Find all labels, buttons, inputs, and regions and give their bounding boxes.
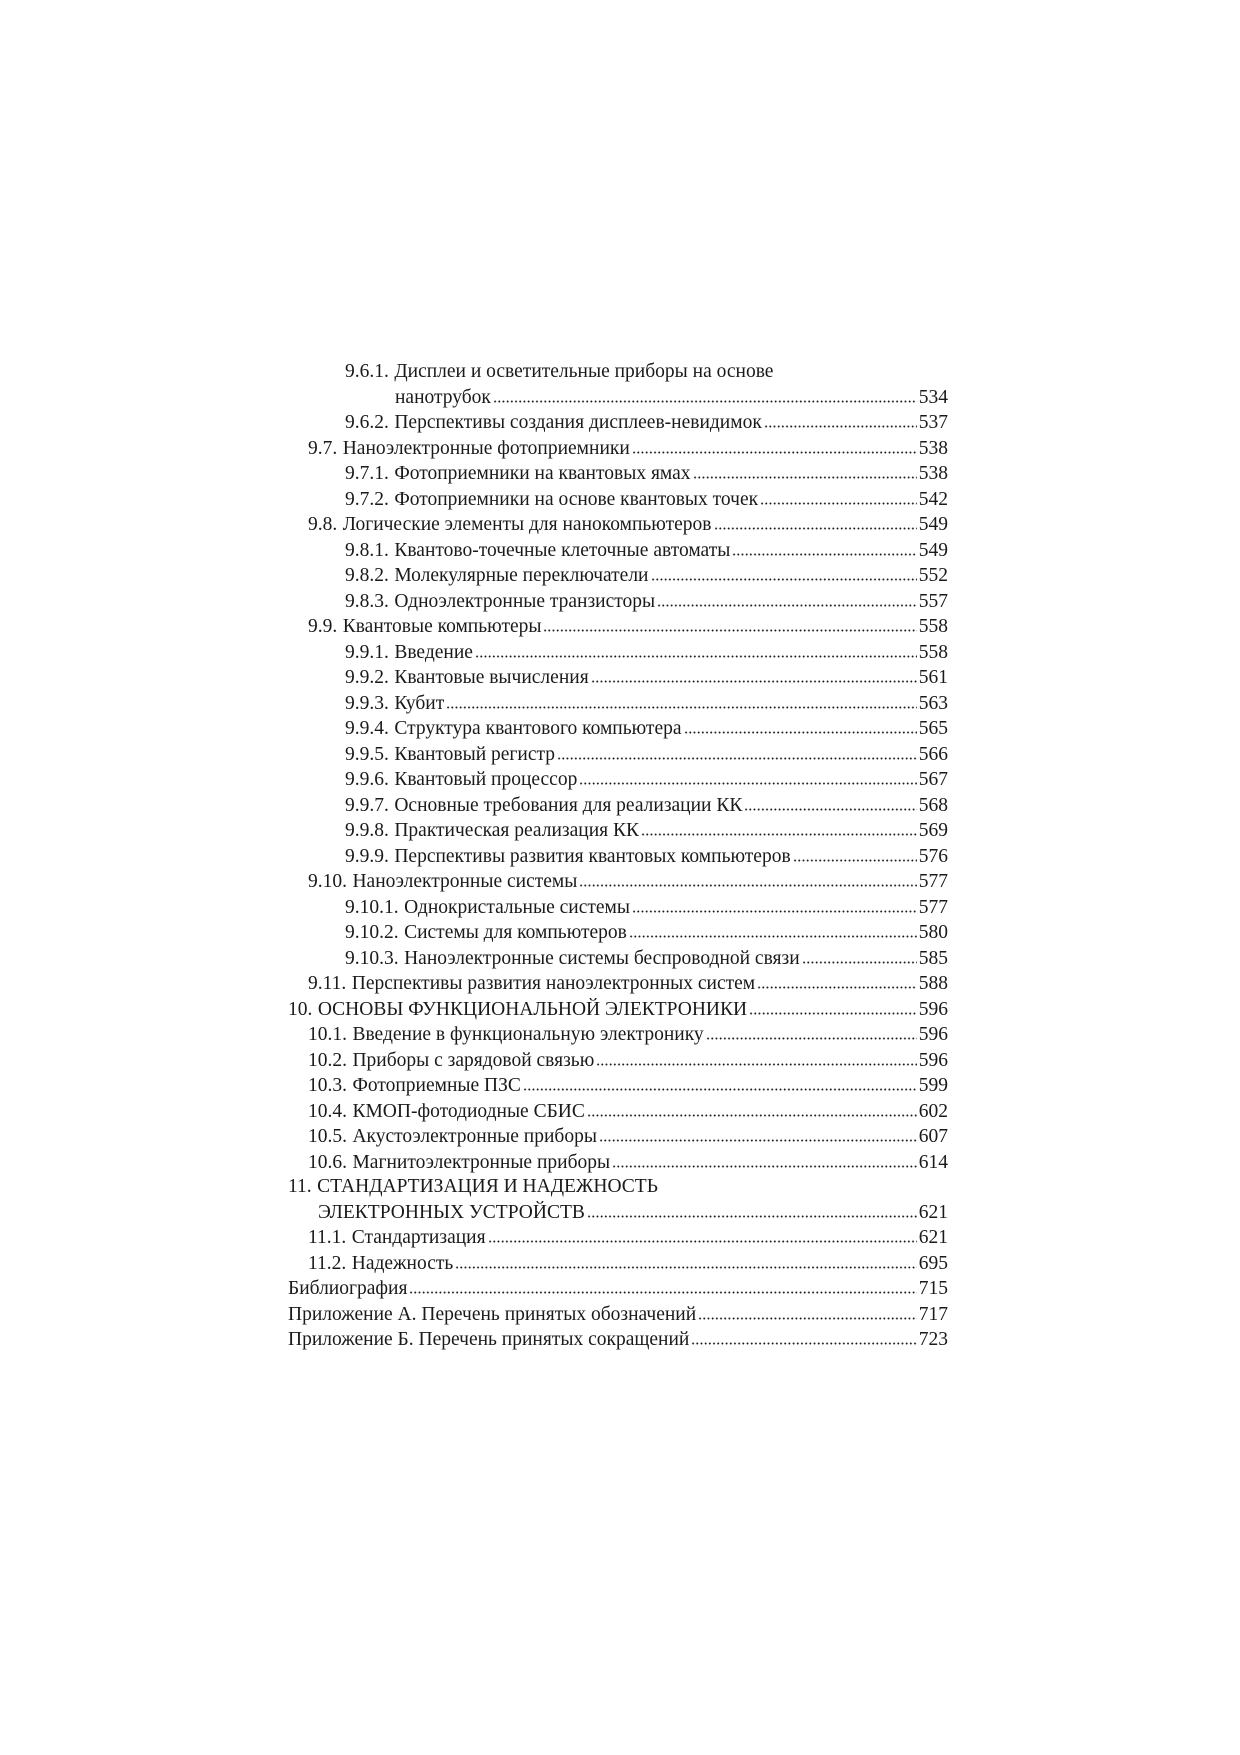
- toc-entry[interactable]: [288, 793, 948, 819]
- toc-entry-page: 549: [918, 514, 948, 535]
- toc-entry-title: Однокристальные системы: [404, 896, 630, 918]
- toc-dot-leader: [632, 895, 917, 913]
- toc-entry[interactable]: [288, 1175, 948, 1225]
- toc-entry[interactable]: [288, 818, 948, 844]
- toc-dot-leader: [651, 563, 917, 581]
- toc-entry-number: 11.2.: [308, 1252, 347, 1274]
- toc-entry[interactable]: [288, 1277, 948, 1303]
- toc-entry-number: 9.9.7.: [345, 794, 389, 816]
- toc-dot-leader: [409, 1277, 916, 1295]
- toc-entry-page: 569: [918, 820, 948, 841]
- toc-entry[interactable]: [288, 1022, 948, 1048]
- toc-entry-title: Наноэлектронные фотоприемники: [342, 437, 630, 459]
- toc-entry-number: 9.9.3.: [345, 692, 389, 714]
- toc-entry-title: Приборы с зарядовой связью: [352, 1049, 595, 1071]
- toc-dot-leader: [698, 1302, 917, 1320]
- toc-entry-title: Наноэлектронные системы беспроводной связи: [404, 947, 800, 969]
- toc-dot-leader: [744, 793, 916, 811]
- toc-entry[interactable]: [288, 767, 948, 793]
- toc-entry-page: 723: [918, 1329, 948, 1351]
- toc-entry-page: 602: [918, 1100, 948, 1122]
- toc-entry-number: 9.8.: [308, 514, 338, 535]
- toc-entry-page: 599: [918, 1075, 948, 1096]
- toc-entry[interactable]: [288, 614, 948, 640]
- toc-entry-number: 10.4.: [308, 1100, 347, 1122]
- toc-entry-title: Стандартизация: [351, 1227, 486, 1249]
- toc-entry[interactable]: [288, 461, 948, 487]
- toc-entry-number: 9.10.2.: [345, 922, 399, 943]
- toc-entry-number: 9.10.: [308, 871, 347, 892]
- toc-entry[interactable]: [288, 538, 948, 564]
- toc-dot-leader: [475, 640, 917, 658]
- toc-dot-leader: [732, 538, 916, 556]
- toc-dot-leader: [612, 1150, 917, 1168]
- toc-entry-title: Практическая реализация КК: [394, 820, 639, 841]
- toc-entry-page: 563: [918, 692, 948, 714]
- toc-entry[interactable]: [288, 691, 948, 717]
- toc-entry-number: 9.9.5.: [345, 743, 389, 765]
- toc-dot-leader: [455, 1251, 916, 1269]
- toc-entry[interactable]: [288, 1328, 948, 1354]
- toc-entry-number: 9.10.3.: [345, 947, 399, 969]
- toc-entry[interactable]: [288, 1150, 948, 1176]
- toc-dot-leader: [691, 1328, 916, 1346]
- toc-entry-page: 621: [918, 1201, 948, 1223]
- toc-dot-leader: [446, 691, 917, 709]
- toc-entry-number: 10.5.: [308, 1126, 347, 1147]
- toc-entry-number: 9.10.1.: [345, 896, 399, 918]
- toc-entry-title: Кубит: [394, 692, 445, 714]
- toc-entry-title: Введение: [394, 641, 473, 663]
- toc-entry-title: Надежность: [351, 1252, 454, 1274]
- toc-entry-title: Дисплеи и осветительные приборы на основе: [394, 361, 774, 382]
- toc-entry-title: КМОП-фотодиодные СБИС: [352, 1100, 585, 1122]
- toc-dot-leader: [764, 410, 917, 428]
- toc-entry[interactable]: [288, 665, 948, 691]
- toc-entry[interactable]: [288, 844, 948, 870]
- toc-entry-number: 10.2.: [308, 1049, 347, 1071]
- toc-entry[interactable]: [288, 360, 948, 410]
- toc-entry-title: Квантово-точечные клеточные автоматы: [394, 539, 731, 561]
- toc-entry-number: 9.6.2.: [345, 412, 389, 433]
- toc-dot-leader: [760, 487, 917, 505]
- toc-entry-number: 11.: [288, 1176, 312, 1198]
- toc-dot-leader: [579, 767, 916, 785]
- toc-dot-leader: [587, 1200, 917, 1218]
- toc-entry-title: Основные требования для реализации КК: [394, 794, 743, 816]
- toc-entry[interactable]: [288, 1251, 948, 1277]
- toc-entry[interactable]: [288, 869, 948, 895]
- toc-entry-page: 585: [918, 947, 948, 969]
- toc-entry-number: 10.3.: [308, 1075, 347, 1096]
- toc-dot-leader: [587, 1099, 917, 1117]
- toc-entry-page: 568: [918, 794, 948, 816]
- toc-entry-title: СТАНДАРТИЗАЦИЯ И НАДЕЖНОСТЬ: [317, 1176, 658, 1198]
- toc-entry-title: Перспективы развития наноэлектронных систем: [351, 973, 756, 994]
- toc-entry-title: Фотоприемники на основе квантовых точек: [394, 488, 759, 510]
- toc-entry-page: 566: [918, 743, 948, 765]
- toc-entry[interactable]: [288, 997, 948, 1023]
- toc-entry[interactable]: [288, 971, 948, 997]
- toc-dot-leader: [488, 1226, 917, 1244]
- toc-entry[interactable]: [288, 1099, 948, 1125]
- toc-dot-leader: [557, 742, 917, 760]
- toc-entry-number: 10.: [288, 998, 313, 1020]
- toc-entry-number: 10.6.: [308, 1151, 347, 1173]
- toc-entry-title: Квантовые вычисления: [394, 667, 589, 688]
- toc-entry-page: 695: [918, 1252, 948, 1274]
- toc-entry-page: 534: [918, 386, 948, 408]
- toc-entry-number: 9.7.2.: [345, 488, 389, 510]
- toc-entry-number: 9.8.2.: [345, 565, 389, 586]
- toc-dot-leader: [543, 614, 916, 632]
- toc-dot-leader: [493, 385, 917, 403]
- toc-dot-leader: [749, 997, 917, 1015]
- toc-entry-page: 717: [918, 1303, 948, 1325]
- toc-dot-leader: [757, 971, 917, 989]
- toc-entry-page: 538: [918, 463, 948, 484]
- toc-entry-number: 9.9.9.: [345, 845, 389, 867]
- toc-entry-page: 558: [918, 616, 948, 637]
- toc-entry-page: 552: [918, 565, 948, 586]
- toc-entry-title: Квантовые компьютеры: [342, 616, 542, 637]
- toc-entry-title: Структура квантового компьютера: [394, 718, 682, 739]
- toc-entry-number: 9.9.1.: [345, 641, 389, 663]
- toc-entry-number: 9.11.: [308, 973, 347, 994]
- toc-entry[interactable]: [288, 1048, 948, 1074]
- toc-entry-title: Квантовый процессор: [394, 769, 578, 790]
- toc-entry-page: 537: [918, 412, 948, 433]
- toc-entry[interactable]: [288, 920, 948, 946]
- toc-entry-page: 558: [918, 641, 948, 663]
- toc-entry-page: 715: [918, 1278, 948, 1300]
- toc-entry-page: 614: [918, 1151, 948, 1173]
- toc-entry-title: Приложение Б. Перечень принятых сокращений: [288, 1329, 690, 1351]
- toc-entry-page: 607: [918, 1126, 948, 1147]
- toc-entry-number: 9.7.1.: [345, 463, 389, 484]
- toc-entry[interactable]: [288, 512, 948, 538]
- toc-entry-page: 567: [918, 769, 948, 790]
- toc-dot-leader: [579, 869, 916, 887]
- toc-entry[interactable]: [288, 1226, 948, 1252]
- toc-entry-page: 557: [918, 590, 948, 612]
- toc-entry-number: 9.8.3.: [345, 590, 389, 612]
- toc-entry-page: 561: [918, 667, 948, 688]
- toc-entry-page: 542: [918, 488, 948, 510]
- toc-entry[interactable]: [288, 716, 948, 742]
- toc-entry-number: 9.9.4.: [345, 718, 389, 739]
- toc-dot-leader: [596, 1048, 916, 1066]
- toc-entry-title-continued: ЭЛЕКТРОННЫХ УСТРОЙСТВ: [318, 1201, 585, 1223]
- toc-dot-leader: [591, 665, 917, 683]
- toc-entry-title: Перспективы развития квантовых компьютеров: [394, 845, 791, 867]
- toc-entry[interactable]: [288, 563, 948, 589]
- toc-entry-page: 576: [918, 845, 948, 867]
- toc-dot-leader: [714, 512, 917, 530]
- toc-entry-page: 588: [918, 973, 948, 994]
- toc-entry-title: Акустоэлектронные приборы: [352, 1126, 597, 1147]
- toc-entry-number: 9.9.6.: [345, 769, 389, 790]
- toc-entry[interactable]: [288, 895, 948, 921]
- toc-entry-page: 596: [918, 1049, 948, 1071]
- toc-dot-leader: [599, 1124, 917, 1142]
- toc-entry[interactable]: [288, 436, 948, 462]
- toc-dot-leader: [693, 461, 917, 479]
- toc-entry-number: 9.8.1.: [345, 539, 389, 561]
- toc-entry-title: Введение в функциональную электронику: [352, 1024, 704, 1045]
- toc-entry-title-continued: нанотрубок: [395, 386, 491, 408]
- toc-entry-page: 577: [918, 871, 948, 892]
- toc-entry-number: 9.7.: [308, 437, 338, 459]
- toc-entry-page: 549: [918, 539, 948, 561]
- toc-entry-title: Приложение А. Перечень принятых обозначений: [288, 1303, 697, 1325]
- table-of-contents: [288, 360, 948, 1353]
- toc-entry-page: 577: [918, 896, 948, 918]
- toc-entry-page: 538: [918, 437, 948, 459]
- toc-entry[interactable]: [288, 946, 948, 972]
- toc-entry-number: 9.6.1.: [345, 361, 389, 382]
- toc-dot-leader: [684, 716, 917, 734]
- toc-entry-page: 565: [918, 718, 948, 739]
- toc-entry-title: Фотоприемники на квантовых ямах: [394, 463, 691, 484]
- toc-entry-page: 580: [918, 922, 948, 943]
- toc-entry-page: 596: [918, 1024, 948, 1045]
- toc-entry-title: Библиография: [288, 1278, 408, 1300]
- toc-entry-number: 10.1.: [308, 1024, 347, 1045]
- toc-entry[interactable]: [288, 410, 948, 436]
- toc-entry[interactable]: [288, 589, 948, 615]
- toc-dot-leader: [657, 589, 917, 607]
- toc-entry-title: Наноэлектронные системы: [352, 871, 578, 892]
- toc-entry-number: 9.9.8.: [345, 820, 389, 841]
- toc-entry-title: Молекулярные переключатели: [394, 565, 649, 586]
- toc-dot-leader: [793, 844, 917, 862]
- toc-entry[interactable]: [288, 742, 948, 768]
- toc-entry-title: Системы для компьютеров: [404, 922, 627, 943]
- toc-dot-leader: [706, 1022, 917, 1040]
- toc-entry-number: 9.9.: [308, 616, 338, 637]
- toc-dot-leader: [632, 436, 917, 454]
- toc-entry-title: Магнитоэлектронные приборы: [352, 1151, 611, 1173]
- toc-entry[interactable]: [288, 1302, 948, 1328]
- toc-entry-number: 11.1.: [308, 1227, 347, 1249]
- toc-entry[interactable]: [288, 640, 948, 666]
- toc-entry-title: Перспективы создания дисплеев-невидимок: [394, 412, 762, 433]
- toc-dot-leader: [802, 946, 917, 964]
- toc-entry-page: 621: [918, 1227, 948, 1249]
- toc-entry-title: Одноэлектронные транзисторы: [394, 590, 656, 612]
- toc-entry-title: ОСНОВЫ ФУНКЦИОНАЛЬНОЙ ЭЛЕКТРОНИКИ: [317, 998, 748, 1020]
- toc-entry-title: Квантовый регистр: [394, 743, 556, 765]
- toc-entry-title: Фотоприемные ПЗС: [352, 1075, 521, 1096]
- toc-entry-page: 596: [918, 998, 948, 1020]
- toc-entry[interactable]: [288, 1073, 948, 1099]
- toc-dot-leader: [523, 1073, 917, 1091]
- toc-dot-leader: [629, 920, 917, 938]
- toc-dot-leader: [641, 818, 917, 836]
- toc-entry-title: Логические элементы для нанокомпьютеров: [342, 514, 712, 535]
- toc-entry[interactable]: [288, 1124, 948, 1150]
- toc-entry[interactable]: [288, 487, 948, 513]
- toc-entry-number: 9.9.2.: [345, 667, 389, 688]
